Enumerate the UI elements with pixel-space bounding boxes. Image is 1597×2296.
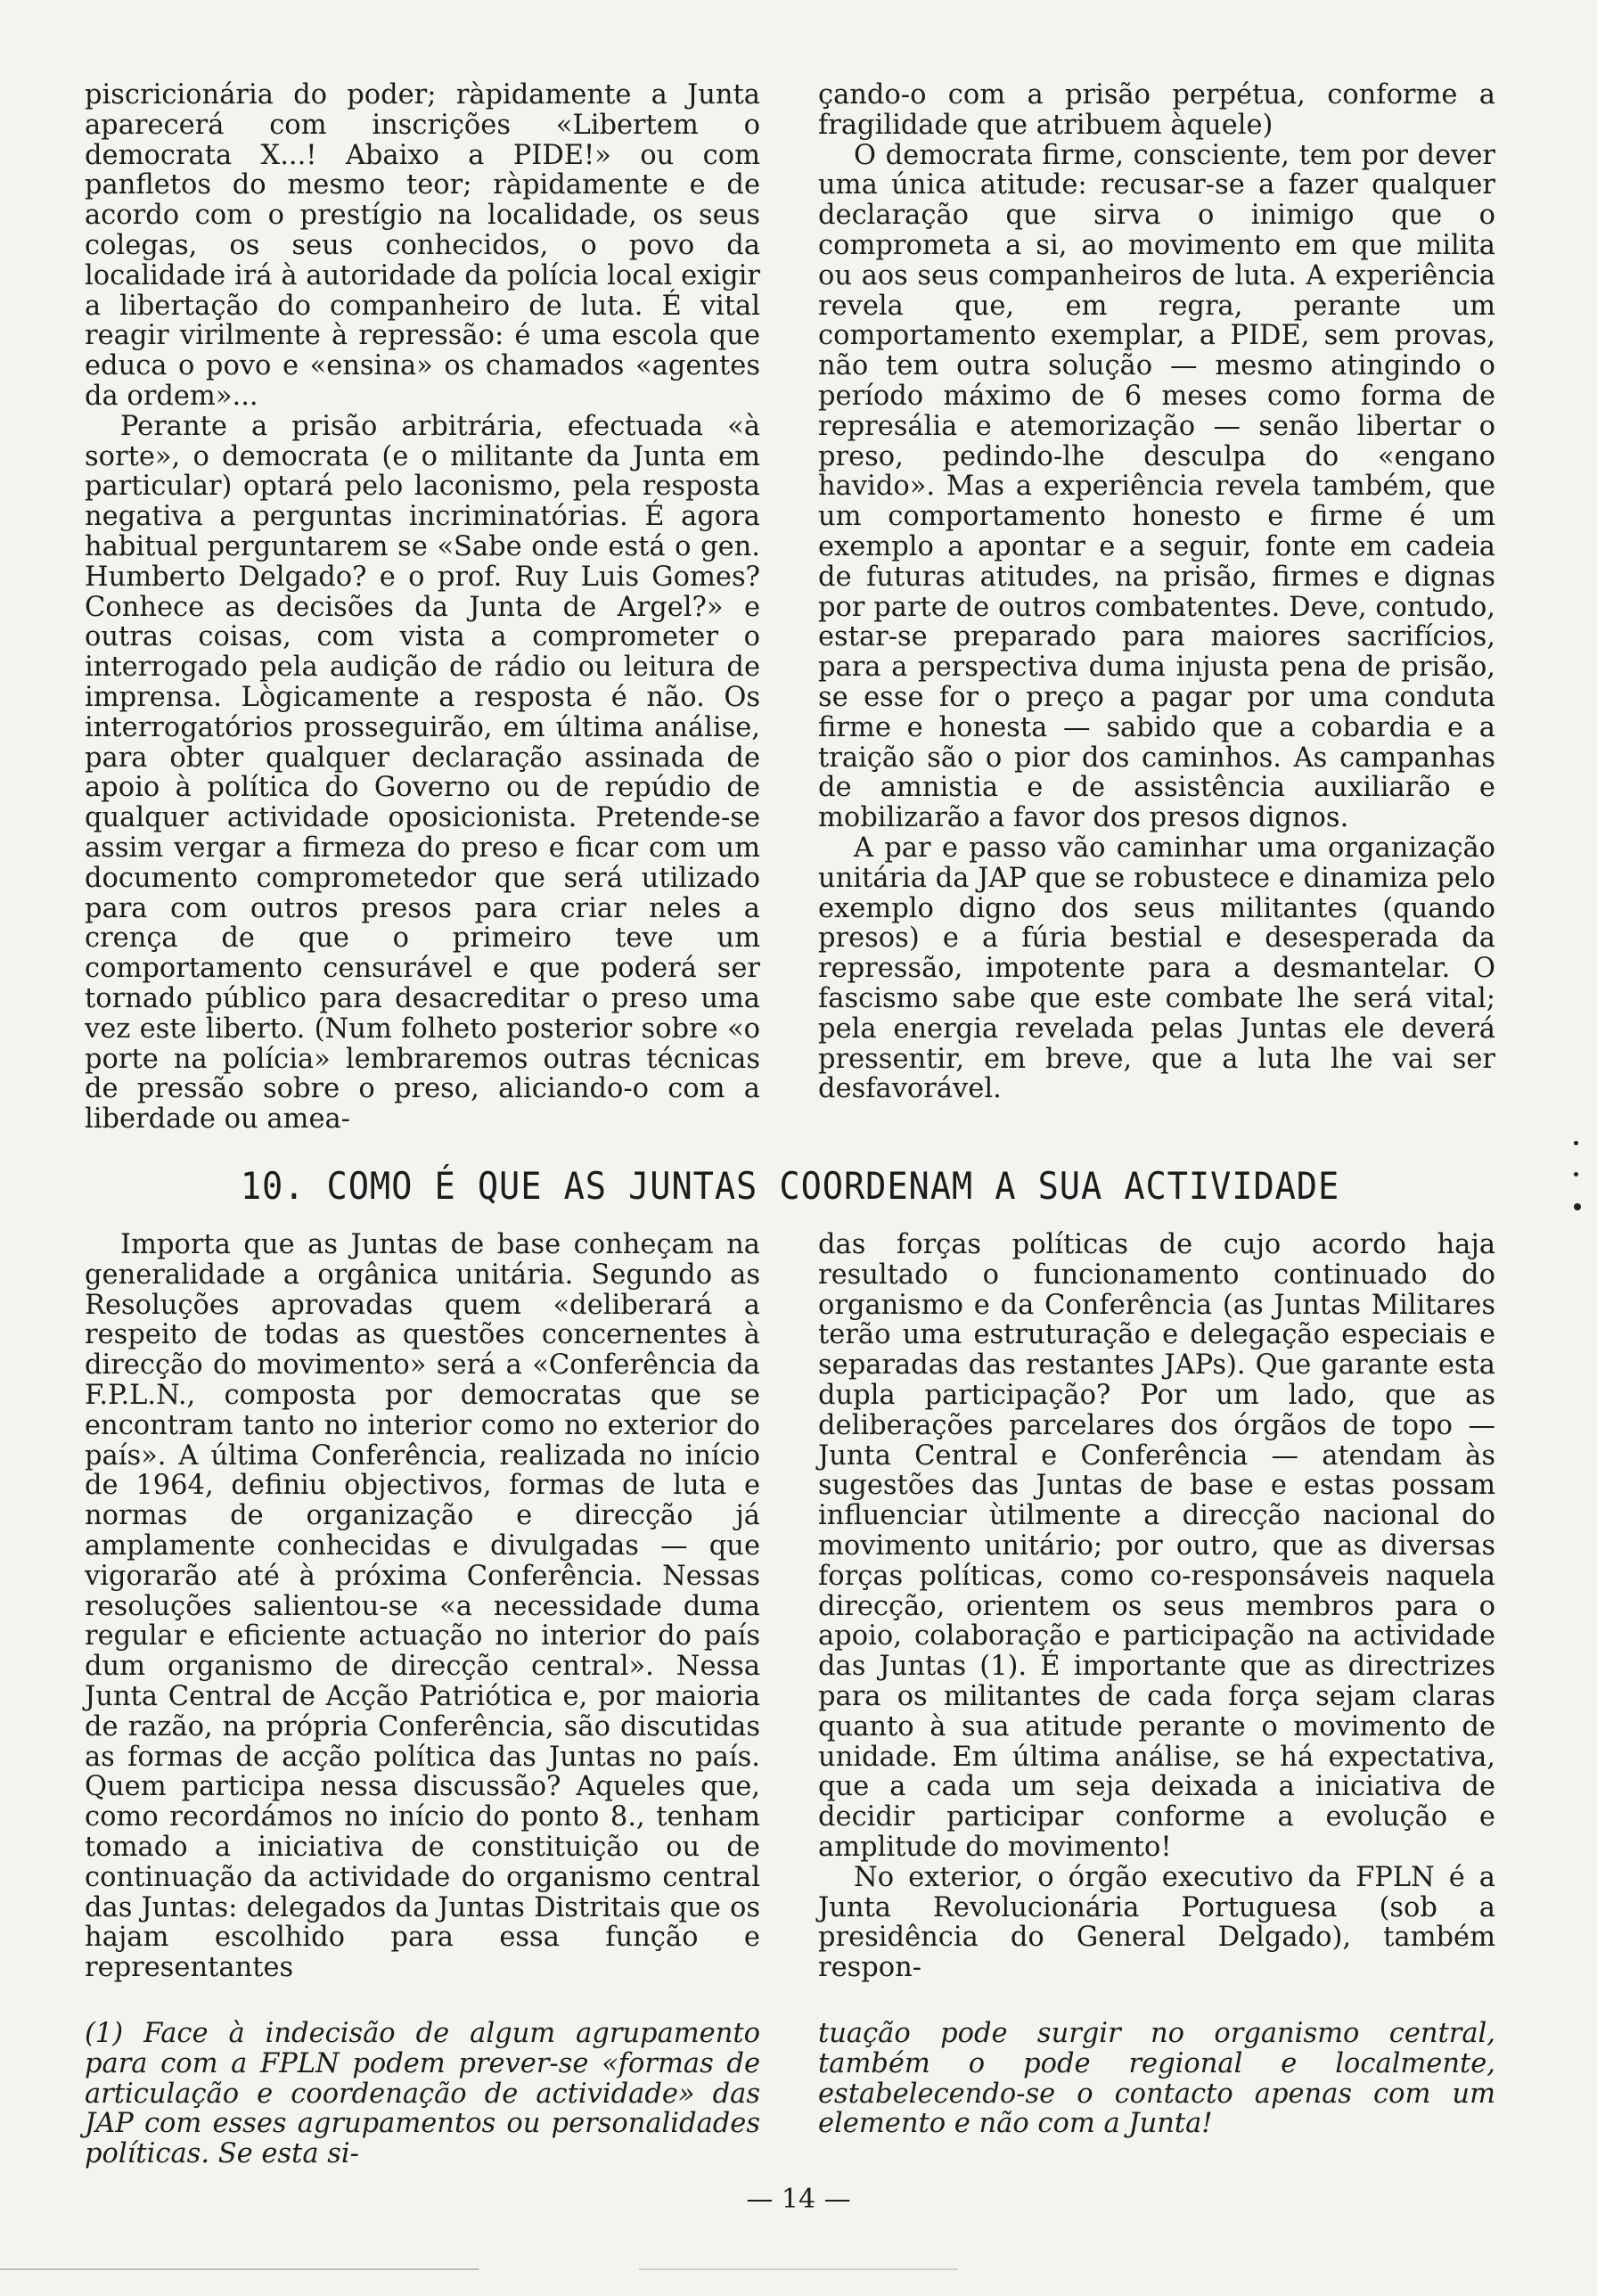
dot-mark	[1574, 1203, 1581, 1210]
column-top-right	[818, 80, 1495, 1104]
column-top-left	[85, 80, 760, 1135]
paragraph: das forças políticas de cujo acordo haja resultado o funcionamento continuado do organismo e da Conferência (as Juntas Militares terão uma estruturação e delegação especiais e separadas das restantes JAPs). Que garante esta dupla participação? Por um lado, que as deliberações parcelares dos órgãos de topo — Junta Central e Conferência — atendam às sugestões das Juntas de base e estas possam influenciar ùtilmente a direcção nacional do movimento unitário; por outro, que as diversas forças políticas, como co-responsáveis naquela direcção, orientem os seus membros para o apoio, colaboração e participação na actividade das Juntas (1). É importante que as directrizes para os militantes de cada força sejam claras quanto à sua atitude perante o movimento de unidade. Em última análise, se há expectativa, que a cada um seja deixada a iniciativa de decidir participar conforme a evolução e amplitude do movimento!	[818, 1229, 1495, 1863]
paragraph: O democrata firme, consciente, tem por dever uma única atitude: recusar-se a fazer qualquer declaração que sirva o inimigo que o comprometa a si, ao movimento em que milita ou aos seus companheiros de luta. A experiência revela que, em regra, perante um comportamento exemplar, a PIDE, sem provas, não tem outra solução — mesmo atingindo o período máximo de 6 meses como forma de represália e atemorização — senão libertar o preso, pedindo-lhe desculpa do «engano havido». Mas a experiência revela também, que um comportamento honesto e firme é um exemplo a apontar e a seguir, fonte em cadeia de futuras atitudes, na prisão, firmes e dignas por parte de outros combatentes. Deve, contudo, estar-se preparado para maiores sacrifícios, para a perspectiva duma injusta pena de prisão, se esse for o preço a pagar por uma conduta firme e honesta — sabido que a cobardia e a traição são o pior dos caminhos. As campanhas de amnistia e de assistência auxiliarão e mobilizarão a favor dos presos dignos.	[818, 139, 1495, 834]
column-bottom-right	[818, 1230, 1495, 1983]
paragraph: A par e passo vão caminhar uma organização unitária da JAP que se robustece e dinamiza pelo exemplo digno dos seus militantes (quando presos) e a fúria bestial e desesperada da repressão, impotente para a desmantelar. O fascismo sabe que este combate lhe será vital; pela energia revelada pelas Juntas ele deverá pressentir, em breve, que a luta lhe vai ser desfavorável.	[818, 832, 1495, 1105]
dot-mark	[1574, 1172, 1578, 1177]
dot-mark	[1574, 1141, 1578, 1145]
section-heading: 10. COMO É QUE AS JUNTAS COORDENAM A SUA ACTIVIDADE	[240, 1164, 1340, 1208]
footnote-right: tuação pode surgir no organismo central, também o pode regional e localmente, estabelecendo-se o contacto apenas com um elemento e não com a Junta!	[818, 2018, 1495, 2140]
paragraph: Perante a prisão arbitrária, efectuada «à sorte», o democrata (e o militante da Junta em particular) optará pelo laconismo, pela resposta negativa a perguntas incriminatórias. É agora habitual perguntarem se «Sabe onde está o gen. Humberto Delgado? e o prof. Ruy Luis Gomes? Conhece as decisões da Junta de Argel?» e outras coisas, com vista a comprometer o interrogado pela audição de rádio ou leitura de imprensa. Lògicamente a resposta é não. Os interrogatórios prosseguirão, em última análise, para obter qualquer declaração assinada de apoio à política do Governo ou de repúdio de qualquer actividade oposicionista. Pretende-se assim vergar a firmeza do preso e ficar com um documento comprometedor que será utilizado para com outros presos para criar neles a crença de que o primeiro teve um comportamento censurável e que poderá ser tornado público para desacreditar o preso uma vez este liberto. (Num folheto posterior sobre «o porte na polícia» lembraremos outras técnicas de pressão sobre o preso, aliciando-o com a liberdade ou amea-	[85, 410, 760, 1136]
paragraph: Importa que as Juntas de base conheçam na generalidade a orgânica unitária. Segundo as Resoluções aprovadas quem «deliberará a respeito de todas as questões concernentes à direcção do movimento» será a «Conferência da F.P.L.N., composta por democratas que se encontram tanto no interior como no exterior do país». A última Conferência, realizada no início de 1964, definiu objectivos, formas de luta e normas de organização e direcção já amplamente conhecidas e divulgadas — que vigorarão até à próxima Conferência. Nessas resoluções salientou-se «a necessidade duma regular e eficiente actuação no interior do país dum organismo de direcção central». Nessa Junta Central de Acção Patriótica e, por maioria de razão, na própria Conferência, são discutidas as formas de acção política das Juntas no país. Quem participa nessa discussão? Aqueles que, como recordámos no início do ponto 8., tenham tomado a iniciativa de constituição ou de continuação da actividade do organismo central das Juntas: delegados da Juntas Distritais que os hajam escolhido para essa função e representantes	[85, 1229, 760, 1984]
paragraph: çando-o com a prisão perpétua, conforme a fragilidade que atribuem àquele)	[818, 79, 1495, 141]
margin-marks	[1572, 1141, 1585, 1237]
paragraph: piscricionária do poder; ràpidamente a Junta aparecerá com inscrições «Libertem o democrata X...! Abaixo a PIDE!» ou com panfletos do mesmo teor; ràpidamente e de acordo com o prestígio na localidade, os seus colegas, os seus conhecidos, o povo da localidade irá à autoridade da polícia local exigir a libertação do companheiro de luta. É vital reagir virilmente à repressão: é uma escola que educa o povo e «ensina» os chamados «agentes da ordem»...	[85, 79, 760, 412]
paragraph: No exterior, o órgão executivo da FPLN é a Junta Revolucionária Portuguesa (sob a presidência do General Delgado), também respon-	[818, 1861, 1495, 1984]
scan-edge-line	[0, 2268, 1597, 2270]
footnote-left: (1) Face à indecisão de algum agrupamento para com a FPLN podem prever-se «formas de articulação e coordenação de actividade» das JAP com esses agrupamentos ou personalidades políticas. Se esta si-	[85, 2018, 760, 2170]
column-bottom-left	[85, 1230, 760, 1983]
page-number: — 14 —	[746, 2184, 851, 2215]
